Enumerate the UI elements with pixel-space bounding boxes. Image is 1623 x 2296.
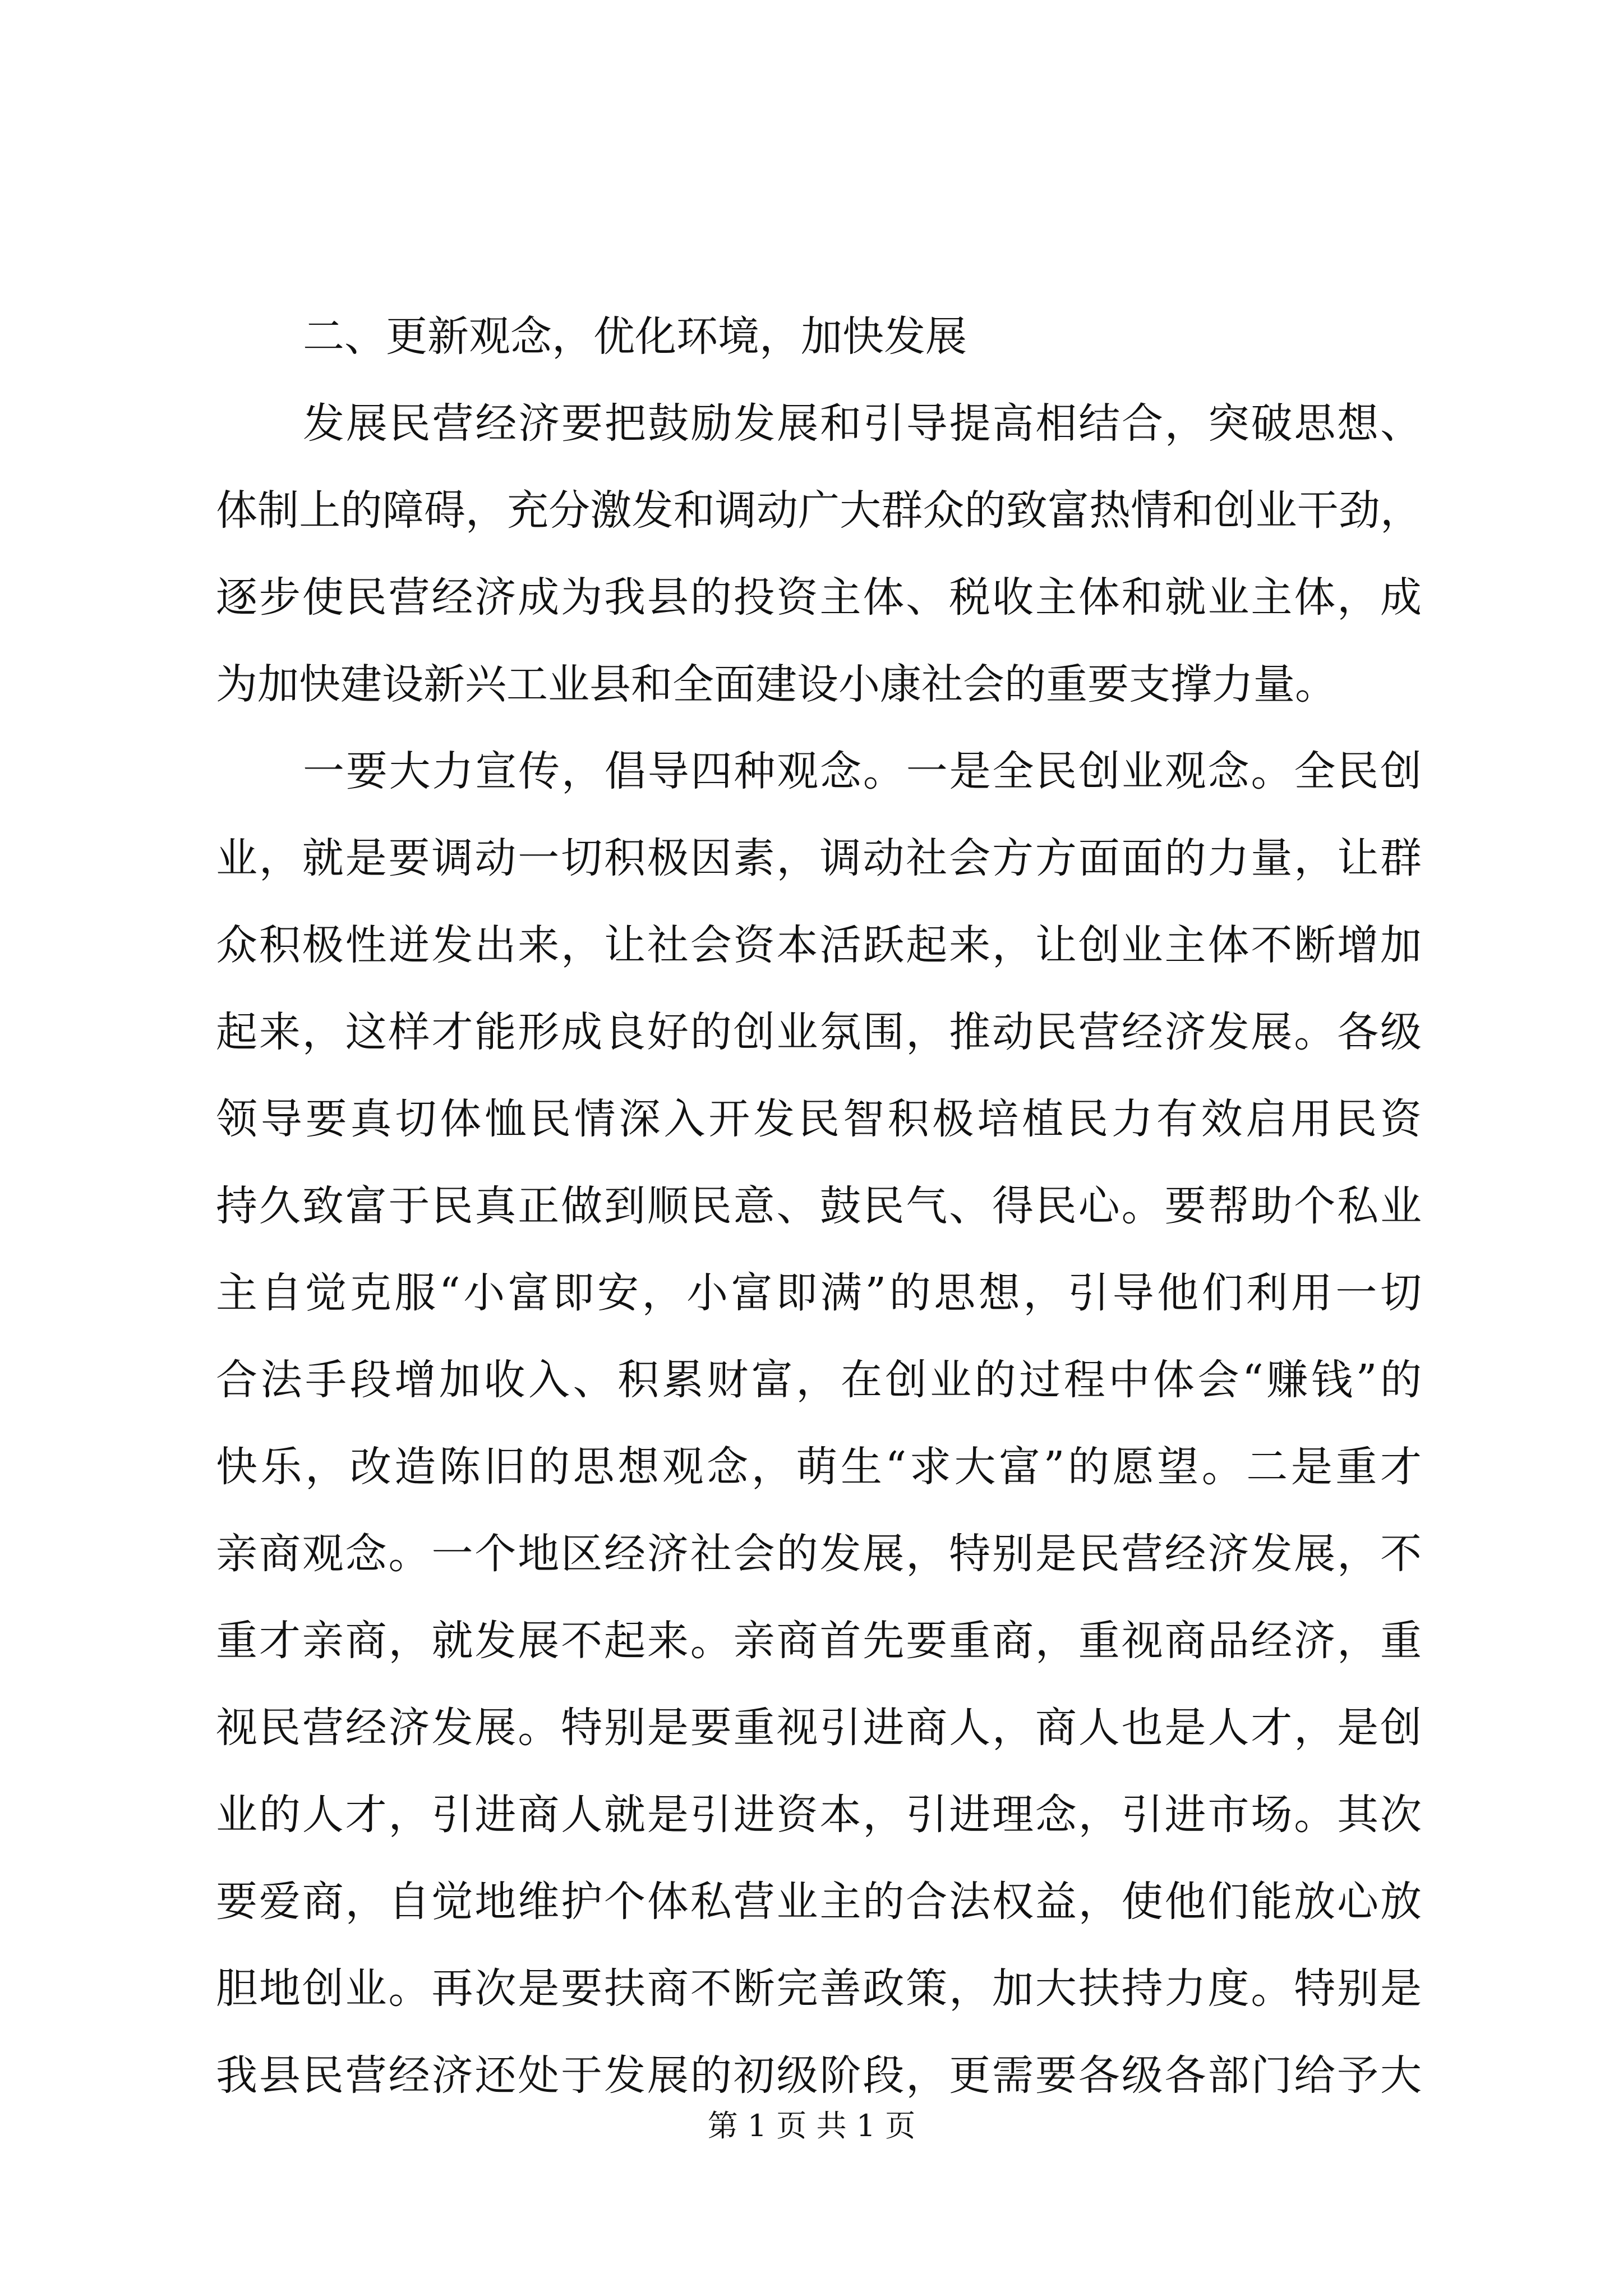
paragraph-2-line-12: 视民营经济发展。特别是要重视引进商人，商人也是人才，是创: [216, 1704, 1422, 1752]
paragraph-1-line-4: 为加快建设新兴工业县和全面建设小康社会的重要支撑力量。: [216, 660, 1336, 708]
paragraph-1-line-1: 发展民营经济要把鼓励发展和引导提高相结合，突破思想、: [303, 399, 1422, 448]
paragraph-2-line-8: 合法手段增加收入、积累财富，在创业的过程中体会“赚钱”的: [216, 1356, 1422, 1404]
paragraph-2-line-14: 要爱商，自觉地维护个体私营业主的合法权益，使他们能放心放: [216, 1878, 1422, 1926]
paragraph-2-line-9: 快乐，改造陈旧的思想观念，萌生“求大富”的愿望。二是重才: [216, 1443, 1422, 1491]
paragraph-2-line-5: 领导要真切体恤民情深入开发民智积极培植民力有效启用民资: [216, 1095, 1422, 1143]
paragraph-2-line-3: 众积极性迸发出来，让社会资本活跃起来，让创业主体不断增加: [216, 921, 1422, 969]
paragraph-2-line-16: 我县民营经济还处于发展的初级阶段，更需要各级各部门给予大: [216, 2051, 1422, 2100]
section-heading: 二、更新观念，优化环境，加快发展: [303, 312, 967, 361]
paragraph-2-line-2: 业，就是要调动一切积极因素，调动社会方方面面的力量，让群: [216, 834, 1422, 882]
paragraph-2-line-13: 业的人才，引进商人就是引进资本，引进理念，引进市场。其次: [216, 1791, 1422, 1839]
paragraph-2-line-4: 起来，这样才能形成良好的创业氛围，推动民营经济发展。各级: [216, 1008, 1422, 1056]
paragraph-1-line-2: 体制上的障碍，充分激发和调动广大群众的致富热情和创业干劲，: [216, 486, 1422, 535]
paragraph-2-line-1: 一要大力宣传，倡导四种观念。一是全民创业观念。全民创: [303, 747, 1422, 795]
paragraph-2-line-7: 主自觉克服“小富即安，小富即满”的思想，引导他们利用一切: [216, 1269, 1422, 1317]
paragraph-1-line-3: 逐步使民营经济成为我县的投资主体、税收主体和就业主体，成: [216, 573, 1422, 622]
paragraph-2-line-15: 胆地创业。再次是要扶商不断完善政策，加大扶持力度。特别是: [216, 1964, 1422, 2013]
paragraph-2-line-10: 亲商观念。一个地区经济社会的发展，特别是民营经济发展，不: [216, 1530, 1422, 1578]
paragraph-2-line-11: 重才亲商，就发展不起来。亲商首先要重商，重视商品经济，重: [216, 1617, 1422, 1665]
paragraph-2-line-6: 持久致富于民真正做到顺民意、鼓民气、得民心。要帮助个私业: [216, 1182, 1422, 1230]
page-footer: 第 1 页 共 1 页: [707, 2108, 916, 2143]
